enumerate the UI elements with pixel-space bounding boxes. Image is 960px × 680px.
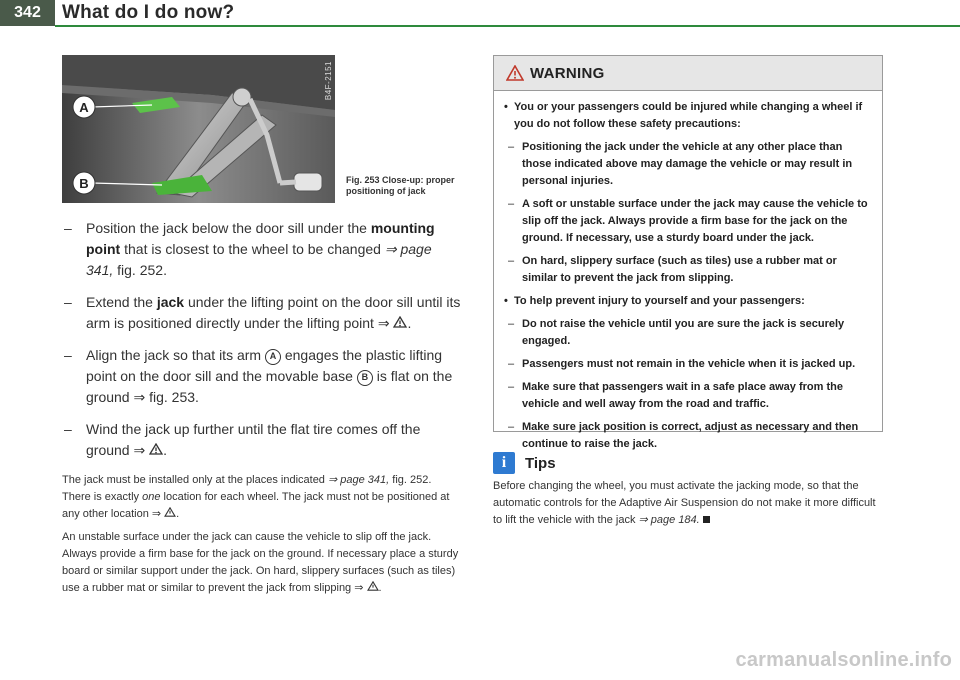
page-ref-link[interactable]: ⇒ page 184. [638, 514, 700, 526]
warning-sub-item: – A soft or unstable surface under the jack may cause the vehicle to slip off the jack. Always provide a firm base for the jack on the ground. If necessary, use a sturdy board under the jack. [494, 196, 872, 247]
step-2 [62, 292, 462, 334]
step-4 [62, 419, 462, 461]
warning-sub-item: – Make sure that passengers wait in a safe place away from the vehicle and well away from the road and traffic. [494, 379, 872, 413]
tips-body: Before changing the wheel, you must activate the jacking mode, so that the automatic controls for the Adaptive Air Suspension do not make it more difficult to lift the vehicle with the jack [493, 480, 876, 526]
step-dash: – [64, 421, 72, 437]
note-1-end: . [176, 508, 180, 520]
warning-title: WARNING [530, 64, 605, 82]
page-title: What do I do now? [62, 2, 235, 23]
step-1-text: Position the jack below the door sill under the [86, 220, 371, 236]
circle-a-icon: A [265, 349, 281, 365]
note-1-text-3: location for each wheel. The jack must not be positioned at any other location ⇒ [62, 491, 450, 520]
page-ref-link[interactable]: ⇒ page 341, [86, 241, 432, 278]
warning-box [493, 55, 883, 450]
step-2-text-2: under the lifting point on the door sill until its arm is positioned directly under the lifting point [86, 294, 461, 331]
jack-illustration [62, 55, 335, 203]
step-3-text: Align the jack so that its arm [86, 347, 265, 363]
warning-ref-arrow[interactable]: ⇒ [133, 442, 146, 458]
note-1-text-2: fig. 252. There is exactly [62, 474, 432, 503]
figure-code: B4F-2151 [324, 61, 333, 101]
page-number: 342 [0, 0, 55, 26]
step-dash: – [64, 294, 72, 310]
step-dash: – [64, 347, 72, 363]
note-paragraph-1 [62, 472, 462, 523]
step-2-bold: jack [156, 294, 185, 310]
warning-sub-text: A soft or unstable surface under the jack may cause the vehicle to slip off the jack. Always provide a firm base for the jack on the ground. If necessary, use a sturdy board under the jack. [522, 198, 868, 244]
warning-triangle-icon [506, 65, 524, 81]
warning-sub-text: Positioning the jack under the vehicle at any other place than those indicated above may damage the vehicle or may result in personal injuries. [522, 141, 853, 187]
tips-text [493, 478, 881, 529]
warning-sub-text: On hard, slippery surface (such as tiles) use a rubber mat or similar to prevent the jack from slipping. [522, 255, 837, 284]
warning-sub-item: – Do not raise the vehicle until you are sure the jack is securely engaged. [494, 316, 872, 350]
warning-triangle-icon [149, 443, 163, 455]
tips-title: Tips [525, 454, 556, 472]
step-1-bold: mounting point [86, 220, 435, 257]
callout-a-label: A [79, 100, 89, 115]
step-3-text-2: engages the plastic lifting point on the door sill and the movable base [86, 347, 443, 384]
watermark: carmanualsonline.info [735, 649, 952, 671]
warning-sub-text: Do not raise the vehicle until you are sure the jack is securely engaged. [522, 318, 845, 347]
figure-caption: Fig. 253 Close-up: proper positioning of jack [346, 175, 455, 197]
warning-body [494, 91, 882, 453]
warning-sub-item: – Positioning the jack under the vehicle at any other place than those indicated above may damage the vehicle or may result in personal injuries. [494, 139, 872, 190]
warning-bullet-1-text: You or your passengers could be injured while changing a wheel if you do not follow these safety precautions: [514, 101, 863, 130]
info-icon: i [493, 452, 515, 474]
note-2-end: . [378, 582, 382, 594]
step-3 [62, 345, 462, 408]
circle-b-icon: B [357, 370, 373, 386]
step-1 [62, 218, 462, 281]
instructions-column [62, 218, 462, 603]
tips-header [493, 452, 556, 474]
warning-triangle-icon [367, 581, 379, 591]
bullet-dot: • [504, 295, 508, 307]
warning-header [494, 56, 882, 91]
step-4-end: . [163, 442, 167, 458]
bullet-dot: • [504, 101, 508, 113]
note-1-emphasis: one [142, 491, 161, 503]
warning-triangle-icon [164, 507, 176, 517]
step-1-text-2: that is closest to the wheel to be changed [120, 241, 385, 257]
end-of-section-mark [703, 516, 710, 523]
step-1-text-3: fig. 252. [113, 262, 167, 278]
step-2-end: . [407, 315, 412, 331]
step-2-text: Extend the [86, 294, 157, 310]
warning-sub-text: Passengers must not remain in the vehicle when it is jacked up. [522, 358, 856, 370]
note-1-text: The jack must be installed only at the places indicated [62, 474, 328, 486]
warning-ref-arrow[interactable]: ⇒ [377, 315, 390, 331]
step-3-text-3: is flat on the ground ⇒ fig. 253. [86, 368, 453, 405]
note-paragraph-2 [62, 529, 462, 597]
warning-sub-item: – On hard, slippery surface (such as tiles) use a rubber mat or similar to prevent the jack from slipping. [494, 253, 872, 287]
step-dash: – [64, 220, 72, 236]
header-rule [55, 25, 960, 27]
page-ref-link[interactable]: ⇒ page 341, [327, 474, 390, 486]
warning-sub-text: Make sure that passengers wait in a safe place away from the vehicle and well away from the road and traffic. [522, 381, 843, 410]
warning-sub-item: – Make sure jack position is correct, adjust as necessary and then continue to raise the jack. [494, 419, 872, 453]
warning-triangle-icon [393, 316, 407, 328]
warning-sub-item: – Passengers must not remain in the vehicle when it is jacked up. [494, 356, 872, 373]
warning-bullet-2 [504, 293, 872, 310]
warning-bullet-2-text: To help prevent injury to yourself and your passengers: [514, 295, 805, 307]
warning-bullet-1 [504, 99, 872, 133]
warning-sub-text: Make sure jack position is correct, adjust as necessary and then continue to raise the jack. [522, 421, 859, 450]
jack-figure [62, 55, 335, 203]
callout-b-label: B [79, 176, 89, 191]
step-4-text: Wind the jack up further until the flat tire comes off the ground [86, 421, 421, 458]
note-2-text: An unstable surface under the jack can cause the vehicle to slip off the jack. Always provide a firm base for the jack on the ground. If necessary place a sturdy board or similar support under the jack. On hard, slippery surfaces (such as tiles) use a rubber mat or similar to prevent the jack from slipping ⇒ [62, 531, 459, 594]
